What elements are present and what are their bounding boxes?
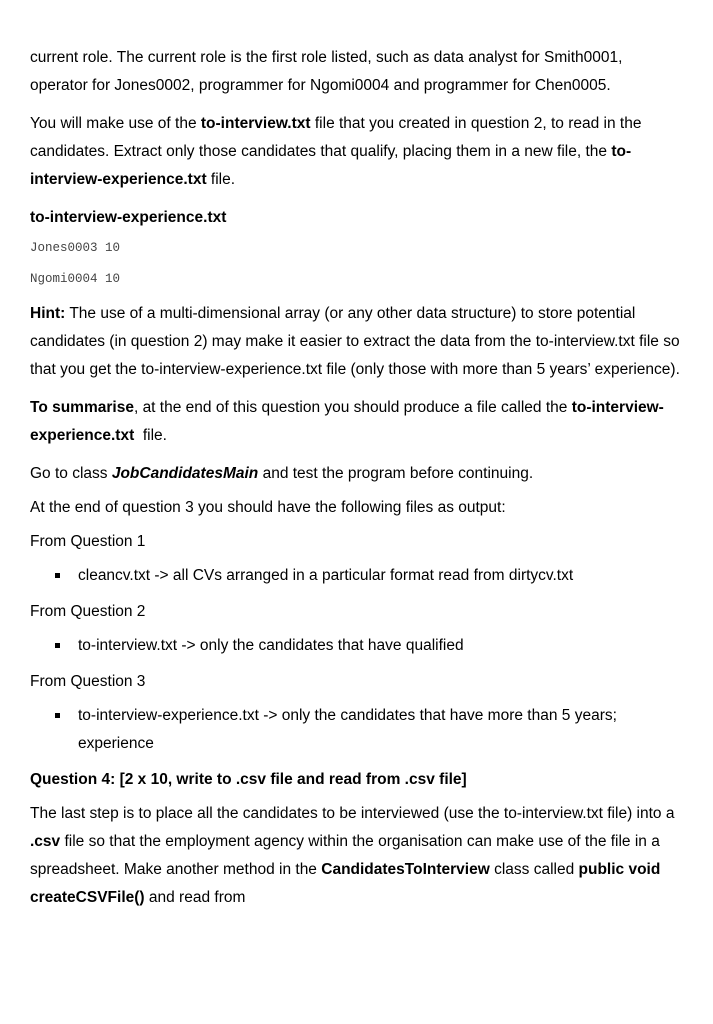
hint-text: The use of a multi-dimensional array (or any other data structure) to store potential candidates (in question 2) may make it easier to extract the data from the to-interview.txt file so that you get the to-interview-experience.txt file (only those with more than 5 years’ experience). xyxy=(30,305,680,378)
text: file. xyxy=(206,171,236,188)
hint-paragraph xyxy=(30,300,680,384)
text: class called xyxy=(489,861,579,878)
goto-paragraph xyxy=(30,460,680,488)
q4-heading-text: Question 4: [2 x 10, write to .csv file and read from .csv file] xyxy=(30,771,467,788)
q2-label: From Question 2 xyxy=(30,603,146,620)
summary-label: To summarise xyxy=(30,399,134,416)
list-item-text: cleancv.txt -> all CVs arranged in a particular format read from dirtycv.txt xyxy=(78,567,574,584)
class-name: JobCandidatesMain xyxy=(111,465,259,482)
bullet-icon xyxy=(55,643,60,648)
text: file so that the employment agency within the organisation can make use of the file in a spreadsheet. Make another method in the xyxy=(30,833,660,878)
text: and read from xyxy=(144,889,246,906)
list-item-text: to-interview.txt -> only the candidates that have qualified xyxy=(78,637,464,654)
list-item xyxy=(30,632,680,660)
bullet-icon xyxy=(55,713,60,718)
summary-end: file. xyxy=(134,427,167,444)
text: and test the program before continuing. xyxy=(258,465,534,482)
filename-to-interview: to-interview.txt xyxy=(200,115,311,132)
file-heading xyxy=(30,204,680,232)
file-heading-text: to-interview-experience.txt xyxy=(30,209,227,226)
q4-heading xyxy=(30,766,680,794)
summary-paragraph xyxy=(30,394,680,450)
q3-label: From Question 3 xyxy=(30,673,146,690)
q4-paragraph xyxy=(30,800,680,912)
text: You will make use of the xyxy=(30,115,201,132)
paragraph-current-role: current role. The current role is the first role listed, such as data analyst for Smith0001, operator for Jones0002, programmer for Ngomi0004 and programmer for Chen0005. xyxy=(30,49,623,94)
summary-text: , at the end of this question you should produce a file called the xyxy=(133,399,572,416)
text: file that you created in question 2, to read in the candidates. Extract only those candidates that qualify, placing them in a new file, the xyxy=(30,115,642,160)
file-line-1: Jones0003 10 xyxy=(30,241,121,255)
class-name: CandidatesToInterview xyxy=(321,861,490,878)
bullet-icon xyxy=(55,573,60,578)
list-item-text: to-interview-experience.txt -> only the candidates that have more than 5 years; experience xyxy=(78,707,617,752)
hint-label: Hint: xyxy=(30,305,66,322)
method-name: public void createCSVFile() xyxy=(30,861,661,906)
list-item xyxy=(30,562,680,590)
list-item xyxy=(30,702,680,758)
file-line-2: Ngomi0004 10 xyxy=(30,272,121,286)
text: Go to class xyxy=(30,465,112,482)
document-page xyxy=(30,44,680,922)
filename-to-interview-experience: to-interview-experience.txt xyxy=(30,143,632,188)
text: The last step is to place all the candidates to be interviewed (use the to-interview.txt file) into a xyxy=(30,805,675,822)
summary-filename: to-interview-experience.txt xyxy=(30,399,664,444)
paragraph-use-file xyxy=(30,110,680,194)
end-q3-paragraph: At the end of question 3 you should have the following files as output: xyxy=(30,499,506,516)
csv-ext: .csv xyxy=(30,833,61,850)
q1-label: From Question 1 xyxy=(30,533,146,550)
